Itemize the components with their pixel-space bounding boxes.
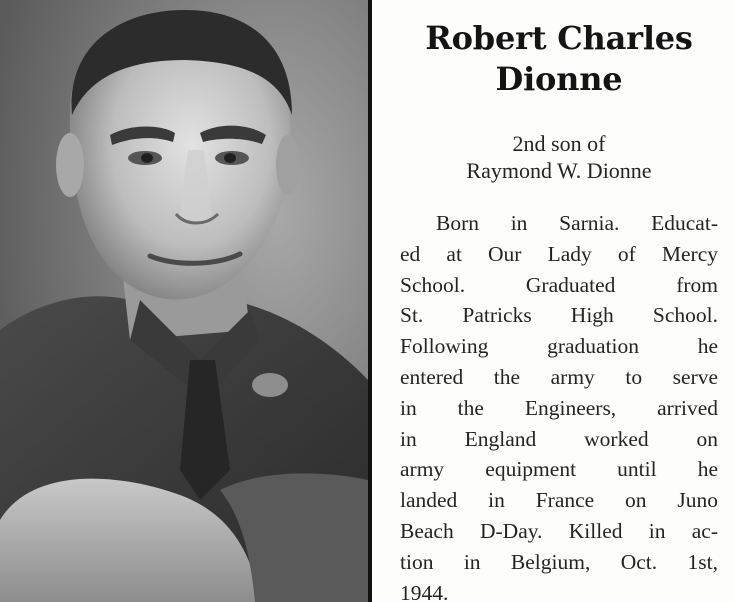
bio-line: entered the army to serve xyxy=(400,364,718,389)
parentage xyxy=(384,130,734,184)
bio-line: in England worked on xyxy=(400,426,718,451)
bio-line: in the Engineers, arrived xyxy=(400,395,718,420)
obituary-text xyxy=(384,0,734,602)
name-line-2: Dionne xyxy=(495,60,623,98)
bio-line: School. Graduated from xyxy=(400,272,718,297)
bio-line: landed in France on Juno xyxy=(400,488,718,513)
bio-line: army equipment until he xyxy=(400,457,718,482)
biography-paragraph xyxy=(400,208,718,602)
bio-line: ed at Our Lady of Mercy xyxy=(400,241,718,266)
bio-line: St. Patricks High School. xyxy=(400,303,718,328)
bio-line: tion in Belgium, Oct. 1st, xyxy=(400,549,718,574)
bio-line: Beach D-Day. Killed in ac- xyxy=(400,518,718,543)
bio-line: 1944. xyxy=(400,580,449,602)
bio-line: Following graduation he xyxy=(400,334,718,359)
parentage-line-2: Raymond W. Dionne xyxy=(466,158,652,183)
name-line-1: Robert Charles xyxy=(425,19,693,57)
bio-line: Born in Sarnia. Educat- xyxy=(436,211,718,235)
deceased-name xyxy=(384,18,734,100)
parentage-line-1: 2nd son of xyxy=(512,131,606,156)
